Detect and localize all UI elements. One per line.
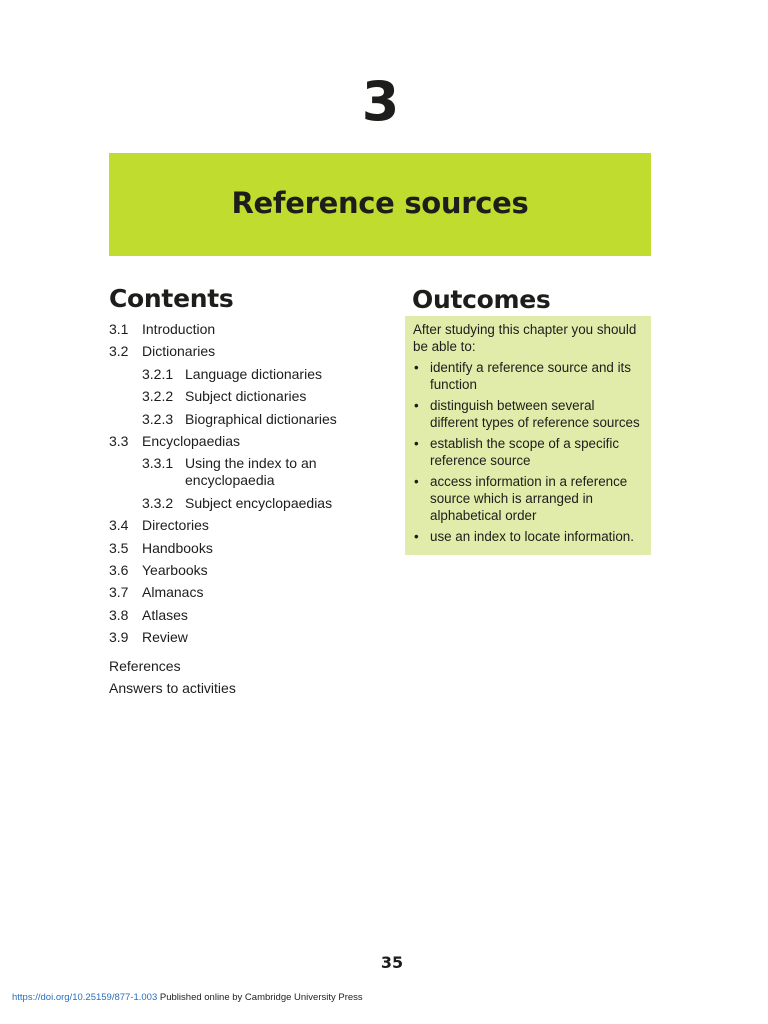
toc-item-encyclopaedias[interactable] bbox=[109, 433, 399, 450]
toc-item-references[interactable]: References bbox=[109, 658, 181, 674]
bullet-icon: • bbox=[414, 529, 419, 544]
outcome-text: distinguish between several different types of reference sources bbox=[430, 398, 640, 430]
toc-item-number: 3.2 bbox=[109, 343, 129, 360]
toc-item-language-dictionaries[interactable] bbox=[109, 366, 399, 383]
list-item bbox=[413, 359, 643, 393]
toc-item-label: Language dictionaries bbox=[185, 365, 322, 382]
list-item bbox=[413, 397, 643, 431]
toc-item-answers[interactable]: Answers to activities bbox=[109, 680, 236, 696]
toc-item-label: Atlases bbox=[142, 606, 188, 623]
outcome-text: use an index to locate information. bbox=[430, 529, 634, 544]
chapter-number: 3 bbox=[361, 70, 399, 133]
outcomes-list bbox=[413, 359, 643, 545]
outcome-text: access information in a reference source which is arranged in alphabetical order bbox=[430, 474, 628, 523]
toc-item-number: 3.4 bbox=[109, 517, 129, 534]
toc-item-label: Handbooks bbox=[142, 539, 213, 556]
toc-item-label: Almanacs bbox=[142, 584, 204, 601]
toc-item-subject-dictionaries[interactable] bbox=[109, 388, 399, 405]
outcomes-box bbox=[405, 316, 651, 555]
bullet-icon: • bbox=[414, 398, 419, 413]
toc-item-introduction[interactable] bbox=[109, 321, 399, 338]
toc-item-label: Introduction bbox=[142, 321, 216, 337]
outcome-text: identify a reference source and its function bbox=[430, 360, 631, 392]
footer bbox=[12, 992, 363, 1003]
bullet-icon: • bbox=[414, 436, 419, 451]
toc-item-label: Biographical dictionaries bbox=[185, 410, 337, 427]
toc-item-number: 3.5 bbox=[109, 539, 129, 556]
toc-item-atlases[interactable] bbox=[109, 607, 399, 624]
toc-item-label: Subject dictionaries bbox=[185, 388, 307, 405]
list-item bbox=[413, 435, 643, 469]
chapter-title-banner bbox=[109, 153, 651, 256]
page-number: 35 bbox=[380, 953, 404, 972]
toc-item-number: 3.3 bbox=[109, 432, 129, 449]
toc-item-review[interactable] bbox=[109, 629, 399, 646]
toc-item-number: 3.3.1 bbox=[142, 455, 174, 472]
toc-item-yearbooks[interactable] bbox=[109, 562, 399, 579]
toc-item-label: Dictionaries bbox=[142, 343, 216, 360]
doi-link[interactable]: https://doi.org/10.25159/877-1.003 bbox=[12, 992, 158, 1003]
toc-item-number: 3.6 bbox=[109, 561, 129, 578]
contents-heading: Contents bbox=[109, 284, 234, 313]
list-item bbox=[413, 528, 643, 545]
toc-item-number: 3.2.1 bbox=[142, 365, 174, 382]
toc-item-handbooks[interactable] bbox=[109, 540, 399, 557]
toc-item-number: 3.9 bbox=[109, 629, 129, 646]
list-item bbox=[413, 473, 643, 524]
outcome-text: establish the scope of a specific reference source bbox=[430, 436, 620, 468]
outcomes-intro: After studying this chapter you should be able to: bbox=[413, 322, 637, 354]
toc-item-label: Directories bbox=[142, 517, 209, 534]
chapter-title: Reference sources bbox=[231, 185, 529, 220]
footer-publisher-text: Published online by Cambridge University Press bbox=[157, 992, 363, 1003]
outcomes-heading: Outcomes bbox=[412, 285, 551, 314]
toc-item-using-the-index[interactable] bbox=[109, 455, 399, 489]
toc-item-dictionaries[interactable] bbox=[109, 343, 399, 360]
toc-item-number: 3.8 bbox=[109, 606, 129, 623]
toc-item-biographical-dictionaries[interactable] bbox=[109, 411, 399, 428]
table-of-contents bbox=[109, 321, 399, 651]
toc-item-subject-encyclopaedias[interactable] bbox=[109, 495, 399, 512]
toc-item-label: Review bbox=[142, 629, 188, 646]
toc-item-number: 3.7 bbox=[109, 584, 129, 601]
toc-item-directories[interactable] bbox=[109, 517, 399, 534]
toc-item-label: Encyclopaedias bbox=[142, 432, 241, 449]
toc-item-number: 3.2.3 bbox=[142, 410, 174, 427]
toc-item-label: Using the index to an encyclopaedia bbox=[185, 455, 317, 489]
toc-item-label: Subject encyclopaedias bbox=[185, 494, 333, 511]
toc-item-label: Yearbooks bbox=[142, 561, 208, 578]
toc-item-number: 3.3.2 bbox=[142, 494, 174, 511]
bullet-icon: • bbox=[414, 360, 419, 375]
toc-item-number: 3.1 bbox=[109, 321, 129, 337]
bullet-icon: • bbox=[414, 474, 419, 489]
toc-item-number: 3.2.2 bbox=[142, 388, 174, 405]
toc-item-almanacs[interactable] bbox=[109, 584, 399, 601]
